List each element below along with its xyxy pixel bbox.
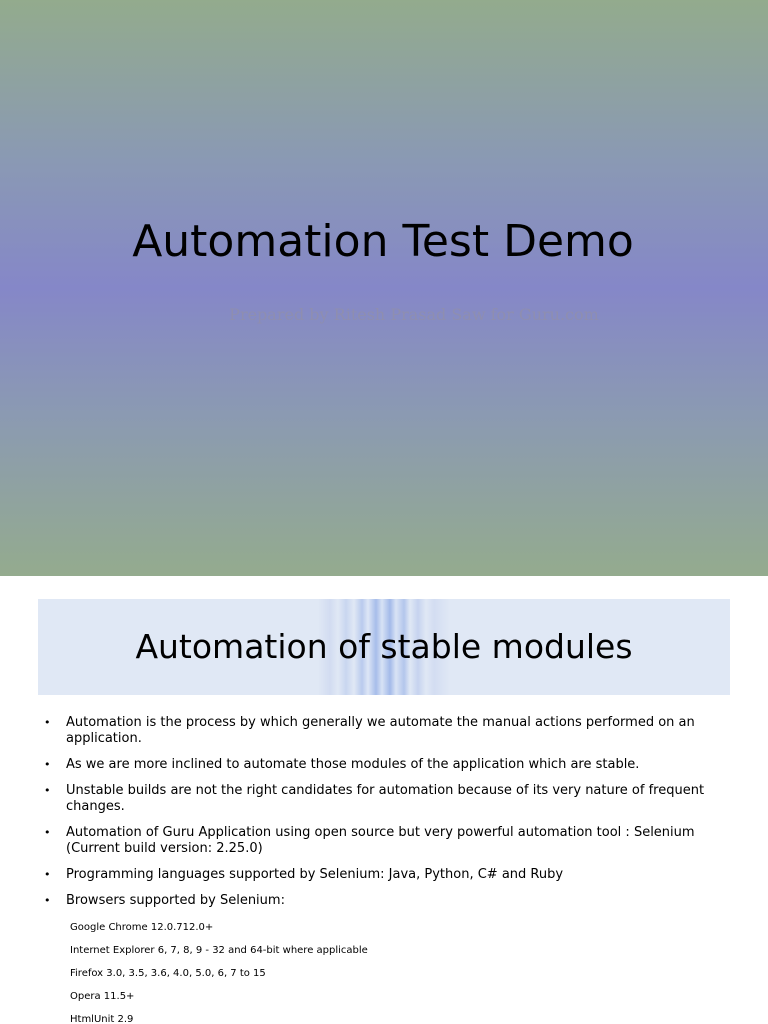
list-item [44, 893, 734, 909]
list-item [44, 825, 734, 857]
list-item [44, 757, 734, 773]
list-item [44, 867, 734, 883]
title-band [38, 599, 730, 695]
browser-item: Firefox 3.0, 3.5, 3.6, 4.0, 5.0, 6, 7 to 15 [70, 968, 266, 979]
list-item [44, 715, 734, 747]
bullet-dot-icon: • [44, 826, 51, 839]
slide-heading: Automation of stable modules [135, 627, 633, 666]
bullet-text: Unstable builds are not the right candidates for automation because of its very nature of frequent changes. [66, 783, 705, 814]
browser-item: HtmlUnit 2.9 [70, 1014, 134, 1024]
bullet-text: As we are more inclined to automate those modules of the application which are stable. [66, 757, 640, 772]
bullet-dot-icon: • [44, 868, 51, 881]
bullet-text: Automation of Guru Application using open source but very powerful automation tool : Selenium (Current build version: 2.25.0) [66, 825, 695, 856]
bullet-text: Automation is the process by which generally we automate the manual actions performed on an application. [66, 715, 695, 746]
bullet-dot-icon: • [44, 758, 51, 771]
bullet-text: Browsers supported by Selenium: [66, 893, 285, 908]
browser-list [70, 921, 368, 1024]
bullet-dot-icon: • [44, 716, 51, 729]
browser-item: Opera 11.5+ [70, 991, 135, 1002]
content-slide [0, 576, 768, 1024]
bullet-list [44, 715, 734, 919]
list-item [44, 783, 734, 815]
slide-subtitle: Prepared by Ritesh Prasad Saw for Guru.com [229, 305, 599, 324]
bullet-dot-icon: • [44, 894, 51, 907]
browser-item: Google Chrome 12.0.712.0+ [70, 922, 214, 933]
bullet-dot-icon: • [44, 784, 51, 797]
bullet-text: Programming languages supported by Selenium: Java, Python, C# and Ruby [66, 867, 564, 882]
browser-item: Internet Explorer 6, 7, 8, 9 - 32 and 64-bit where applicable [70, 945, 368, 956]
slide-title: Automation Test Demo [132, 216, 634, 267]
